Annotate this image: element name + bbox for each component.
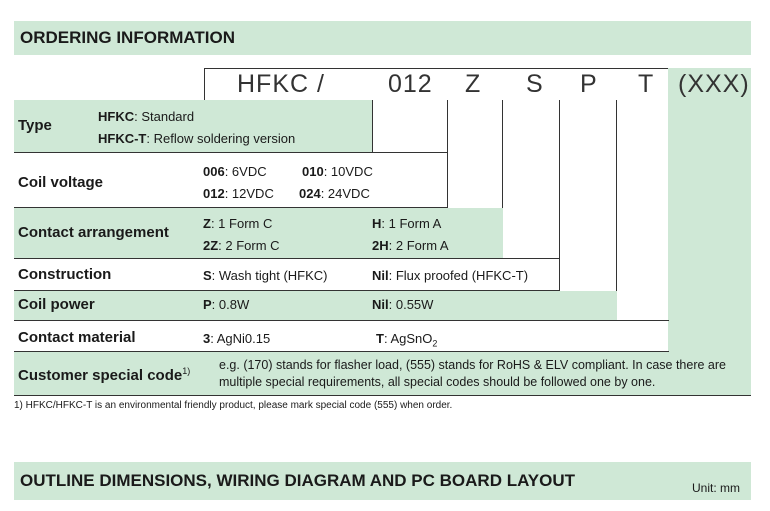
- construction-value: : Wash tight (HFKC): [211, 268, 328, 283]
- power-code: P: [203, 297, 212, 312]
- type-text-reflow: : Reflow soldering version: [146, 131, 296, 146]
- divider: [204, 68, 205, 100]
- customer-code-text-line1: e.g. (170) stands for flasher load, (555) stands for RoHS & ELV compliant. In case there are: [219, 358, 726, 372]
- coil-power-row: [14, 291, 617, 320]
- code-contact: Z: [465, 70, 482, 98]
- material-value: : AgSnO: [383, 331, 433, 346]
- voltage-value: : 24VDC: [320, 186, 370, 201]
- voltage-code: 024: [299, 186, 321, 201]
- code-voltage: 012: [388, 70, 433, 98]
- outline-dimensions-header: OUTLINE DIMENSIONS, WIRING DIAGRAM AND PC BOARD LAYOUT: [14, 462, 751, 500]
- contact-value: : 1 Form C: [210, 216, 273, 231]
- contact-value: : 2 Form C: [218, 238, 280, 253]
- type-row: [14, 100, 372, 152]
- leader-line: [372, 100, 373, 152]
- construction-row: [14, 258, 560, 291]
- construction-label: Construction: [18, 266, 112, 283]
- customer-special-code-row: [14, 352, 751, 395]
- voltage-code: 010: [302, 164, 324, 179]
- power-code: Nil: [372, 297, 389, 312]
- contact-code: Z: [203, 216, 211, 231]
- construction-code: S: [203, 268, 212, 283]
- material-code: 3: [203, 331, 211, 346]
- divider: [14, 395, 751, 396]
- construction-value: : Flux proofed (HFKC-T): [388, 268, 529, 283]
- leader-line: [616, 100, 617, 320]
- contact-value: : 2 Form A: [388, 238, 449, 253]
- ordering-information-header: ORDERING INFORMATION: [14, 21, 751, 55]
- coil-voltage-row: [14, 152, 448, 208]
- unit-label: Unit: mm: [692, 481, 740, 495]
- contact-code: H: [372, 216, 382, 231]
- customer-special-code-label: Customer special code$^{1)}$: [18, 366, 191, 384]
- voltage-code: 012: [203, 186, 225, 201]
- contact-value: : 1 Form A: [381, 216, 442, 231]
- type-code-hfkc: HFKC: [98, 109, 135, 124]
- power-value: : 0.55W: [388, 297, 434, 312]
- voltage-value: : 10VDC: [323, 164, 373, 179]
- code-special: (XXX): [678, 70, 750, 98]
- material-value: : AgNi0.15: [210, 331, 271, 346]
- contact-arrangement-row: [14, 208, 503, 258]
- contact-code: 2H: [372, 238, 389, 253]
- type-code-hfkc-t: HFKC-T: [98, 131, 147, 146]
- voltage-value: : 6VDC: [224, 164, 267, 179]
- subscript: 2: [432, 338, 438, 349]
- special-code-column: [668, 68, 751, 395]
- code-power: P: [580, 70, 598, 98]
- code-construction: S: [526, 70, 544, 98]
- voltage-code: 006: [203, 164, 225, 179]
- divider: [204, 68, 668, 69]
- power-value: : 0.8W: [211, 297, 250, 312]
- footnote: 1) HFKC/HFKC-T is an environmental friendly product, please mark special code (555) when order.: [14, 400, 453, 411]
- contact-material-row: [14, 320, 669, 352]
- type-label: Type: [18, 117, 52, 134]
- customer-code-text-line2: multiple special requirements, all special codes should be followed one by one.: [219, 375, 656, 389]
- code-model: HFKC /: [237, 70, 325, 98]
- contact-material-label: Contact material: [18, 329, 136, 346]
- type-text-standard: : Standard: [134, 109, 195, 124]
- coil-voltage-label: Coil voltage: [18, 174, 104, 191]
- voltage-value: : 12VDC: [224, 186, 274, 201]
- construction-code: Nil: [372, 268, 389, 283]
- contact-arrangement-label: Contact arrangement: [18, 224, 169, 241]
- contact-code: 2Z: [203, 238, 219, 253]
- coil-power-label: Coil power: [18, 296, 95, 313]
- material-code: T: [376, 331, 384, 346]
- code-material: T: [638, 70, 655, 98]
